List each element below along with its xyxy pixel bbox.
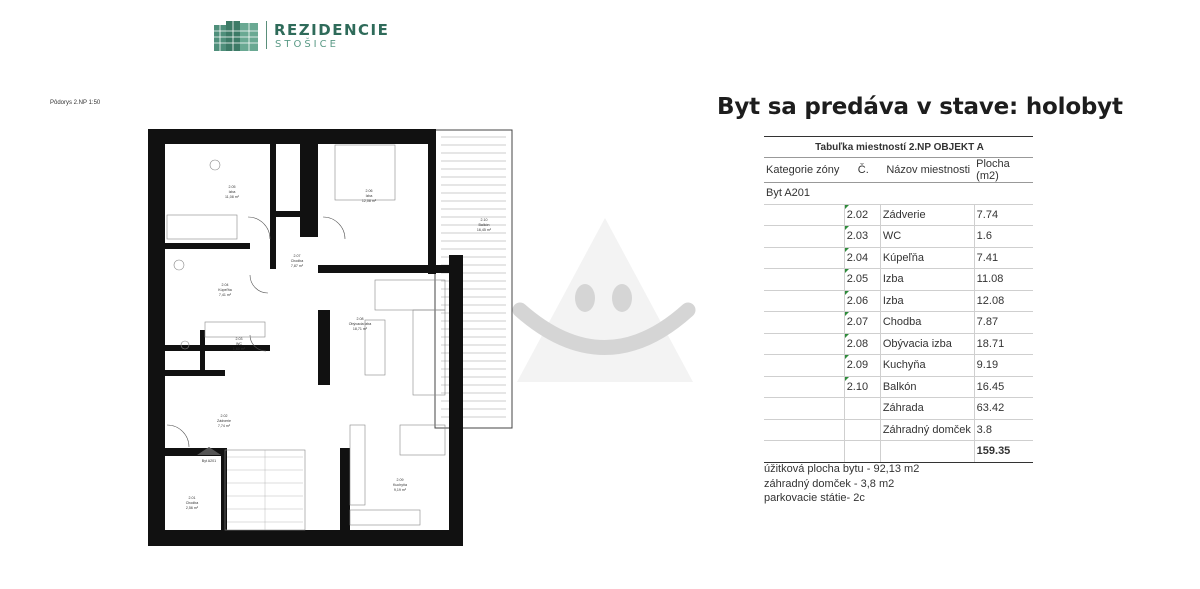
room-label: 2.04 [221, 283, 229, 287]
column-header-name: Názov miestnosti [880, 158, 974, 183]
building-logo-icon [212, 17, 262, 53]
cell-name-text: Kúpeľňa [882, 251, 924, 264]
table-row [764, 204, 1033, 226]
group-label: Byt A201 [764, 183, 844, 205]
cell-number-text: 2.02 [846, 208, 869, 221]
room-label: 2.02 [220, 414, 228, 418]
cell-zone [764, 204, 844, 226]
cell-area [974, 290, 1033, 312]
room-label: Kúpeľňa [218, 288, 232, 292]
room-label: WC [236, 342, 242, 346]
cell-number-text: 2.05 [846, 273, 869, 286]
row-marker-icon [845, 205, 849, 209]
room-label: Chodba [185, 501, 199, 505]
cell-area [974, 419, 1033, 441]
room-label: 2.01 [188, 496, 196, 500]
cell-area [974, 226, 1033, 248]
room-label: 2.08 [356, 317, 364, 321]
room-label: 18,71 m² [352, 327, 368, 331]
cell-name [880, 312, 974, 334]
cell-number-text: 2.03 [846, 230, 869, 243]
room-label: 2.05 [228, 185, 236, 189]
room-label: Izba [365, 194, 373, 198]
cell-number [844, 312, 880, 334]
table-row [764, 247, 1033, 269]
table-caption-row [764, 137, 1033, 158]
cell-number-text: 2.08 [846, 337, 869, 350]
cell-area [974, 269, 1033, 291]
cell-area-text: 12.08 [976, 294, 1005, 307]
cell-zone [764, 333, 844, 355]
cell-name-text: WC [882, 230, 902, 243]
room-label: 2.09 [396, 478, 404, 482]
cell-name-text: Izba [882, 294, 904, 307]
cell-name [880, 398, 974, 420]
room-label: Obývacia izba [348, 322, 372, 326]
row-marker-icon [845, 291, 849, 295]
room-label: 16,45 m² [476, 228, 492, 232]
cell-name-text: Kuchyňa [882, 359, 926, 372]
table-row [764, 419, 1033, 441]
row-marker-icon [845, 377, 849, 381]
row-marker-icon [845, 334, 849, 338]
cell-zone [764, 419, 844, 441]
cell-name-text: Obývacia izba [882, 337, 952, 350]
cell-name-text: Balkón [882, 380, 917, 393]
note-garden-house: záhradný domček - 3,8 m2 [764, 477, 895, 490]
headline: Byt sa predáva v stave: holobyt [717, 94, 1123, 120]
cell-zone [764, 376, 844, 398]
cell-area [974, 204, 1033, 226]
cell-number-text: 2.06 [846, 294, 869, 307]
room-label: 2.06 [365, 189, 373, 193]
walls [148, 129, 463, 546]
cell-area [974, 312, 1033, 334]
table-row [764, 290, 1033, 312]
cell-number [844, 247, 880, 269]
cell-name [880, 355, 974, 377]
room-label: 2.03 [235, 337, 243, 341]
logo-subtitle: STOŠICE [275, 39, 339, 50]
cell-name [880, 419, 974, 441]
cell-name [880, 226, 974, 248]
logo [212, 17, 390, 53]
cell-zone [764, 226, 844, 248]
cell-zone [764, 312, 844, 334]
balcony [435, 130, 512, 428]
cell-zone [764, 398, 844, 420]
cell-name [880, 247, 974, 269]
cell-number [844, 333, 880, 355]
watermark-smiley-icon [510, 210, 700, 390]
cell-name [880, 290, 974, 312]
table-row [764, 376, 1033, 398]
cell-number [844, 355, 880, 377]
cell-zone [764, 269, 844, 291]
column-header-number: Č. [844, 158, 880, 183]
column-header-area: Plocha (m2) [974, 158, 1033, 183]
cell-name-text: Záhradný domček [882, 423, 971, 436]
plan-caption: Pôdorys 2.NP 1:50 [50, 100, 101, 106]
cell-area-text: 3.8 [976, 423, 992, 436]
note-parking: parkovacie státie- 2c [764, 492, 865, 504]
cell-number-text: 2.10 [846, 380, 869, 393]
cell-area-text: 7.41 [976, 251, 999, 264]
table-row [764, 269, 1033, 291]
cell-area-text: 7.87 [976, 316, 999, 329]
cell-area-text: 7.74 [976, 208, 999, 221]
room-label: 12,08 m² [361, 199, 377, 203]
cell-number-text: 2.09 [846, 359, 869, 372]
cell-area [974, 376, 1033, 398]
cell-zone [764, 355, 844, 377]
column-header-zone: Kategorie zóny [764, 158, 844, 183]
cell-number [844, 204, 880, 226]
cell-area [974, 333, 1033, 355]
cell-number [844, 398, 880, 420]
cell-area-text: 63.42 [976, 402, 1005, 415]
cell-number-text: 2.04 [846, 251, 869, 264]
cell-empty [880, 441, 974, 463]
cell-number-text: 2.07 [846, 316, 869, 329]
cell-name [880, 333, 974, 355]
floor-plan [145, 125, 525, 550]
room-label: 7,74 m² [217, 424, 231, 428]
cell-area-text: 1.6 [976, 230, 992, 243]
cell-empty [844, 441, 880, 463]
cell-area [974, 247, 1033, 269]
room-label: 7,87 m² [290, 264, 304, 268]
cell-zone [764, 290, 844, 312]
table-row [764, 355, 1033, 377]
rooms-table [764, 136, 1033, 463]
room-label: Zádverie [217, 419, 231, 423]
table-row [764, 333, 1033, 355]
cell-name [880, 269, 974, 291]
total-area: 159.35 [974, 441, 1033, 463]
table-row [764, 398, 1033, 420]
cell-name-text: Izba [882, 273, 904, 286]
room-label: 2,56 m² [185, 506, 199, 510]
room-label: 9,19 m² [393, 488, 407, 492]
table-header-row [764, 158, 1033, 183]
cell-area-text: 18.71 [976, 337, 1005, 350]
cell-number [844, 419, 880, 441]
row-marker-icon [845, 269, 849, 273]
table-row [764, 226, 1033, 248]
room-label: Kuchyňa [393, 483, 407, 487]
cell-name-text: Zádverie [882, 208, 926, 221]
room-label: 2.07 [293, 254, 301, 258]
room-label: 1,60 m² [232, 347, 246, 351]
room-label: Izba [228, 190, 236, 194]
table-caption: Tabuľka miestností 2.NP OBJEKT A [764, 137, 1033, 158]
room-label: Chodba [290, 259, 304, 263]
cell-name [880, 204, 974, 226]
cell-name-text: Záhrada [882, 402, 924, 415]
logo-wordmark: REZIDENCIE [274, 21, 390, 39]
cell-area [974, 355, 1033, 377]
note-usable-area: úžitková plocha bytu - 92,13 m2 [764, 463, 920, 475]
cell-number [844, 376, 880, 398]
floor-plan-drawing [145, 125, 525, 550]
cell-name-text: Chodba [882, 316, 922, 329]
room-label: 11,08 m² [225, 195, 239, 199]
cell-area [974, 398, 1033, 420]
room-label: Balkón [478, 223, 490, 227]
cell-area-text: 16.45 [976, 380, 1005, 393]
cell-name [880, 376, 974, 398]
row-marker-icon [845, 355, 849, 359]
notes [764, 462, 919, 506]
cell-number [844, 226, 880, 248]
group-row [764, 183, 1033, 205]
cell-empty [764, 441, 844, 463]
total-row [764, 441, 1033, 463]
entrance-label: Byt A201 [201, 459, 217, 463]
row-marker-icon [845, 226, 849, 230]
cell-area-text: 9.19 [976, 359, 999, 372]
row-marker-icon [845, 248, 849, 252]
room-label: 2.10 [480, 218, 488, 222]
cell-number [844, 269, 880, 291]
cell-zone [764, 247, 844, 269]
logo-divider [266, 21, 267, 49]
cell-area-text: 11.08 [976, 273, 1004, 286]
room-label: 7,41 m² [218, 293, 232, 297]
cell-number [844, 290, 880, 312]
row-marker-icon [845, 312, 849, 316]
table-row [764, 312, 1033, 334]
